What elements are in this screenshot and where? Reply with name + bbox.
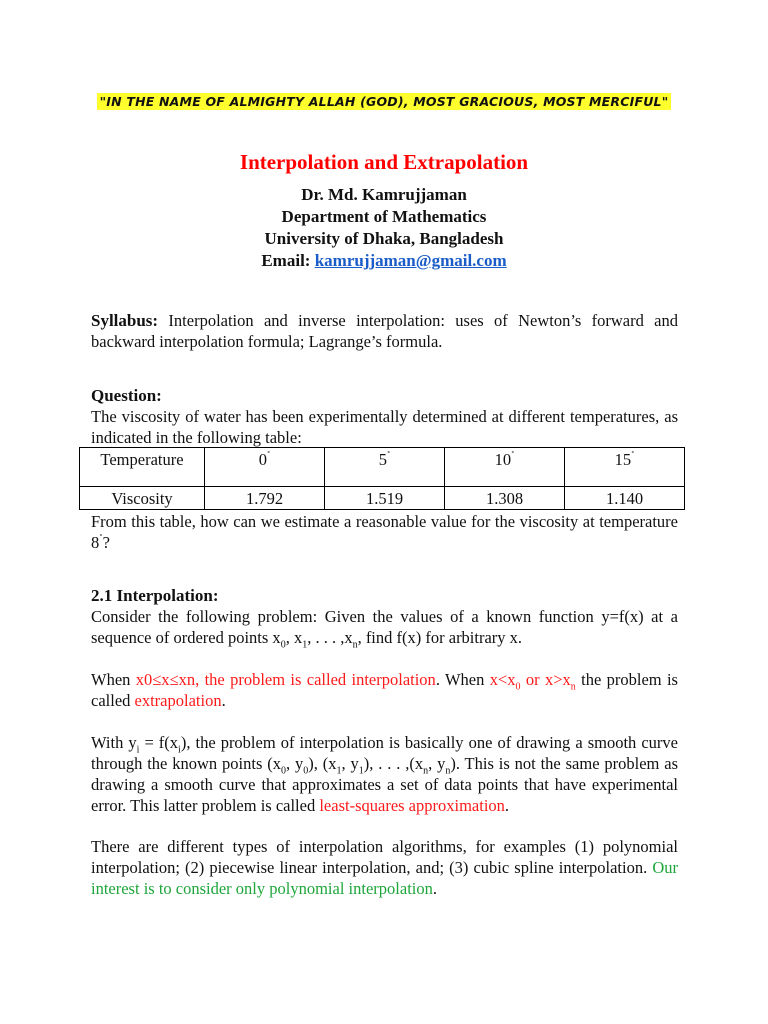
author-university: University of Dhaka, Bangladesh [264,229,504,248]
interpolation-paragraph-4: There are different types of interpolation algorithms, for examples (1) polynomial interpolation; (2) piecewise linear interpolation, and; (3) cubic spline interpolation. Our interest is to consider only polynomial interpolation. [91,837,678,898]
interpolation-paragraph-3: With $y_i = f(x_i)$, the problem of interpolation is basically one of drawing a smooth curve through the known points ($x_0$, $y_0$), ($x_1$, $y_1$), . . . $,(x_n$, $y_n$). This is not the same problem as drawing a smooth curve that approximates a set of data points that have experimental error. This latter problem is called least-squares approximation. [91,733,678,815]
author-block [0,184,768,272]
temperature-cell: 5˚ [325,448,445,487]
syllabus-text: Interpolation and inverse interpolation: uses of Newton’s forward and backward interpolation formula; Lagrange’s formula. [91,311,679,351]
viscosity-cell: 1.140 [565,487,685,510]
section-heading [91,585,678,606]
interest-statement: Our interest is to consider only polynomial interpolation [91,858,678,898]
question-intro: The viscosity of water has been experimentally determined at different temperatures, as indicated in the following table: [91,407,678,447]
viscosity-label-cell: Viscosity [80,487,205,510]
dedication-banner: "IN THE NAME OF ALMIGHTY ALLAH (GOD), MOST GRACIOUS, MOST MERCIFUL" [97,93,672,110]
section-heading-text: 2.1 Interpolation: [91,586,219,605]
question-heading [91,385,678,406]
interpolation-paragraph-2: When x0≤x≤xn, the problem is called interpolation. When $x<x_0$ or $x>x_n$ the problem is called extrapolation. [91,670,678,710]
extrapolation-condition: $x<x_0$ or $x>x_n$ [489,670,576,693]
temperature-row [80,448,685,487]
least-squares-term: least-squares approximation [319,796,505,815]
temperature-cell: 10˚ [445,448,565,487]
author-department: Department of Mathematics [281,207,487,226]
viscosity-cell: 1.792 [205,487,325,510]
temperature-cell: 15˚ [565,448,685,487]
interpolation-paragraph-1: Consider the following problem: Given the values of a known function y=f(x) at a sequence of ordered points $x_0$, $x_1$, . . . $,x_n$, find f(x) for arbitrary x. [91,607,678,651]
syllabus-label: Syllabus: [91,311,159,330]
viscosity-cell: 1.519 [325,487,445,510]
document-title: Interpolation and Extrapolation [239,150,529,174]
temperature-label-cell: Temperature [80,448,205,487]
viscosity-cell: 1.308 [445,487,565,510]
email-link[interactable]: kamrujjaman@gmail.com [314,251,507,270]
question-heading-text: Question: [91,386,162,405]
email-label: Email: [261,251,311,270]
question-followup: From this table, how can we estimate a reasonable value for the viscosity at temperature 8˚? [91,512,678,552]
author-name: Dr. Md. Kamrujjaman [301,185,467,204]
banner-container [0,93,768,111]
syllabus-paragraph [91,310,678,352]
extrapolation-term: extrapolation [134,691,222,710]
interpolation-definition: x0≤x≤xn, the problem is called interpolation [135,670,436,689]
temperature-cell: 0˚ [205,448,325,487]
viscosity-table [79,447,685,510]
viscosity-row [80,487,685,510]
author-email-line [0,250,768,272]
